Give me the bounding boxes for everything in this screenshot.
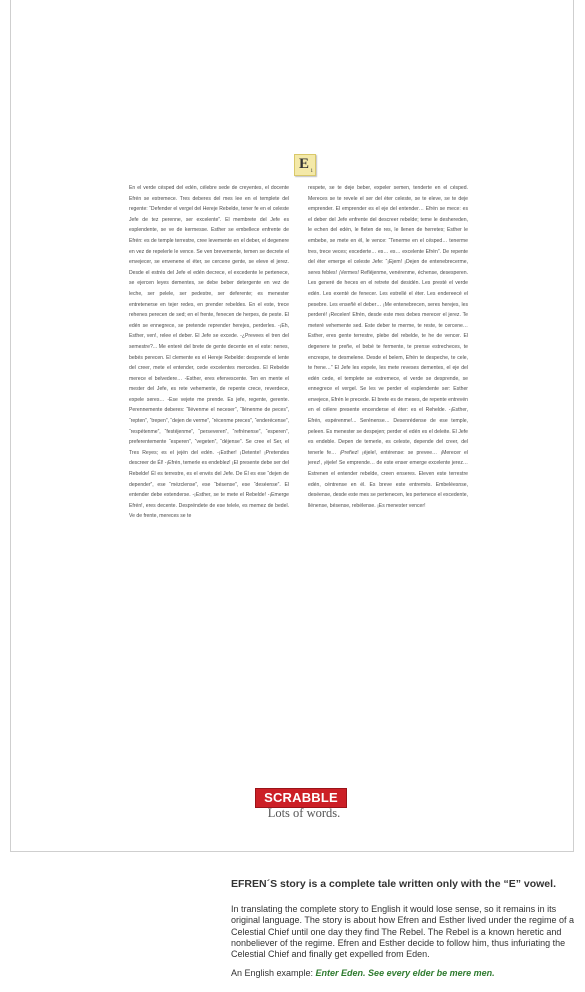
caption-title: EFREN´S story is a complete tale written only with the “E” vowel. bbox=[231, 878, 556, 890]
ad-poster bbox=[10, 0, 574, 852]
scrabble-logo: SCRABBLE bbox=[255, 788, 347, 808]
english-example bbox=[231, 968, 575, 978]
story-right-column: respete, se te deje beber, expeler semen, tenderte en el césped. Mereces se te revele el ser del éter celeste, se te eleve, se te deje emprender. El emprender es el eje del entender… Efrén se mece: es el deber del Jefe enfrente del descreer rebelde; teme le deshereden, le echen del edén, le fleten de res, le llenen de herretes; Esther le embebe, se mete en él, le vence: “Tenerme en el césped… tenerme tres, trece veces; excederte… es… es… excelente Efrén”. De repente del éter emerge el celeste Jefe: “¡Ejem! ¡Dejen de entenebrecerme, seres febles! ¡Vermes! Refléjenme, venérenme, échense, desesperen. Les generé de heces en el retrete del desidén. Les presté el verde edén. Les exenté de fenecer. Les estrellé el éter. Les endereecé el pesebre. Les enseñé el deber… ¡Me entenebrecen, seres herejes, les perderé! ¡Recelen! Efrén, desde este mes debes merecer el jerez. Te meteré vehemente sed. Este deber te merme, te reste, te cercene… Esther, eres gente terrestre, plebe del rebelde, te he de vencer. El degenere te preñe, el bebé te fermente, te prense estrecheces, te encrespe, te desmelene. Desde el belem, Efrén te despeche, te cele, te frene…” El Jefe les expele, les mete reveses dementes, el eje del edén cede, el templete se estremece, el verde se desprende, se ennegrece el vergel. Se les ve perder el esplendente ser: Esther envejece, Efrén le precede. El brete es de meses, de repente entrevén en el célere presente encenderse el éter: es el Rehelde. -¡Esther, Efrén, espérenme!... Serénense… Desenrédense de ese temple, peleen. Es menester se despejen; perder el edén es el deleite. El Jefe es endeble. Depen de temerle, es celeste, depende del creer, del tenerle fe… ¡Preñez! ¡éjele!, entérense: se prevee… ¡Merecer el jerez!, ¡éjele! Se emprende… de este enser emerge excelente jerez… Estrenen el entender rebelde, creen enseres. Eleven este terrestre edén, céntrense en él. Es breve este entremés. Embeléesnse, deséense, desde este mes se pertenecen, les pertenece el excedente, llénense, bésense, rebélense. ¡Es menester vencer! bbox=[308, 185, 468, 509]
example-label: An English example: bbox=[231, 968, 316, 979]
example-quote: Enter Eden. See every elder be mere men. bbox=[315, 968, 495, 979]
story-left-column: En el verde césped del edén, célebre sede de creyentes, el docente Efrén se estremece. Tres deberes del mes lee en el templete del regente: “Defender el vergel del Hereje Rebelde, tener fe en el celeste Jefe de tez perenne, ser excelente”. El membrete del Jefe es esplendente, se ve de kermesse. Esther se embellece enfrente de Efrén: es de temple terrestre, cree levemente en el deber, el degenere en vez de repelerle le vence. Se ven brevemente, temen se decrete el envejecer, se envenene el éter, se cercene gente, se eleve el jerez. Desde el estrés del Jefe el edén decrece, el excedente le pertenece, se ejercen leyes dementes, se debe beber detergente en vez de leche, ser pelele, ser pedestre, ser deferente; es menester entretenerse en tejer redes, en prender rebeldes. En el este, trece rehenes perecen de sed; en el frente, fenecen de herpes, de peste. El edén se ennegrece, se pretende reprender herejes, perderles. -¡Eh, Esther, ven!, relee el deber. El Jefe se excede. -¿Prevees el tren del semestre?... Me enteré del brete de gente decente en el este: nenes, bebés perecen. El clemente es el Hereje Rebelde: desprende el lente del creer, mete el entender, cede excelentes mercedes. El Rebelde merece el belvedere… -Esther, eres efervescente. Ten en mente el mester del Jefe, es rete vehemente, de repente crece, reverdece, expele seres… -Ese vejete me prende. Es jefe, regente, gerente. Perennemente deberes: “llévenme el neceser”, “llénenme de peces”, “repten”, “trepen”, “dejen de verme”, “récenme preces”, “enderécense”, “respétenme”, “festéjenme”, “perseveren”, “refrénense”, “esperen”, preferentemente “esperen”, “vegeten”, “déjense”. Se cree el Ser, el Tres Reyes; es el jején del edén. -¡Esther! ¡Detente! ¡Pretendes descreer de Él! -¡Efrén, temerle es endeblez! ¡El presente debe ser del Rebelde! Él es terrestre, es el envés del Jefe. De Él es ese “dejen de depender”, ese “mézclense”, ese “bésense”, ese “deséense”. El entender debe extenderse. -¡Esther, se te mete el Rebelde! -¡Emerge Efrén!, eres decente. Despréndete de ese telele, es memez de bedel. Ve de frente, mereces se te bbox=[129, 185, 289, 520]
caption-block bbox=[231, 878, 575, 978]
scrabble-tile bbox=[294, 154, 316, 176]
tile-letter: E bbox=[299, 156, 310, 172]
brand-tagline: Lots of words. bbox=[267, 806, 341, 820]
caption-body: In translating the complete story to English it would lose sense, so it remains in its original language. The story is about how Efren and Esther lived under the regime of a Celestial Chief until one day they find The Rebel. The Rebel is a known heretic and nonbeliever of the regime. Efren and Esther decide to follow him, thus infuriating the Celestial Chief and finally get expelled from Eden. bbox=[231, 904, 575, 960]
tile-points: 1 bbox=[310, 169, 313, 174]
